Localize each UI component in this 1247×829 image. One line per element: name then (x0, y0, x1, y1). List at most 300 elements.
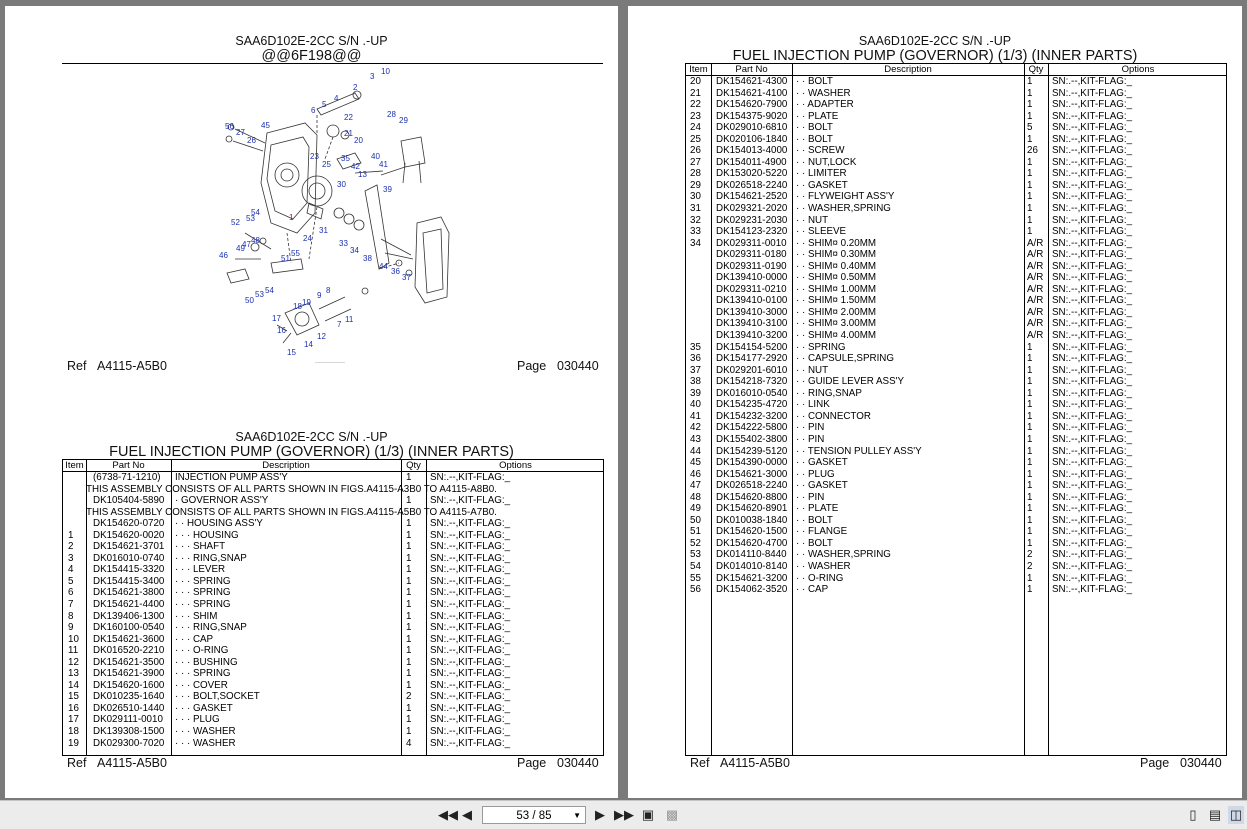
callout-label: 20 (354, 136, 363, 145)
callout-label: 48 (251, 236, 260, 245)
options-cell: SN:.--,KIT-FLAG:_ (430, 656, 511, 668)
qty-cell: A/R (1027, 306, 1044, 318)
item-cell: 5 (68, 575, 74, 587)
item-cell: 32 (690, 214, 701, 226)
description-cell: · · NUT,LOCK (796, 156, 857, 168)
options-cell: SN:.--,KIT-FLAG:_ (1052, 503, 1133, 515)
callout-label: 45 (261, 121, 270, 130)
options-cell: SN:.--,KIT-FLAG:_ (430, 679, 511, 691)
first-page-icon[interactable]: ◀◀ (438, 807, 458, 822)
description-cell: INJECTION PUMP ASS'Y (175, 472, 288, 483)
item-cell: 29 (690, 179, 701, 191)
table-row (686, 515, 1226, 527)
item-cell: 45 (690, 457, 701, 469)
col-item: Item (65, 460, 84, 471)
part-no-cell: DK029311-0010 (716, 237, 787, 249)
right-page-label: Page (1140, 756, 1170, 770)
table-row (686, 503, 1226, 515)
viewer-toolbar (0, 800, 1247, 829)
qty-cell: A/R (1027, 272, 1044, 284)
item-cell: 17 (68, 714, 79, 726)
table-note-row (63, 484, 603, 496)
next-page-icon[interactable]: ▶ (595, 807, 605, 822)
callout-label: 23 (310, 152, 319, 161)
qty-cell: 1 (1027, 433, 1033, 445)
table-row (686, 145, 1226, 157)
item-cell: 33 (690, 226, 701, 238)
description-cell: · · · WASHER (175, 737, 236, 749)
single-page-icon[interactable]: ▯ (1189, 807, 1197, 822)
qty-cell: 1 (1027, 376, 1033, 388)
options-cell: SN:.--,KIT-FLAG:_ (1052, 376, 1133, 388)
options-cell: SN:.--,KIT-FLAG:_ (1052, 226, 1133, 238)
table-note-row (63, 507, 603, 519)
col-options: Options (1121, 64, 1155, 75)
description-cell: · · SPRING (796, 341, 846, 353)
part-no-cell: DK154620-1600 (93, 679, 165, 691)
table-row (686, 215, 1226, 227)
options-cell: SN:.--,KIT-FLAG:_ (1052, 156, 1133, 168)
description-cell: · · · SPRING (175, 587, 231, 599)
description-cell: · · SHIM¤ 3.00MM (796, 318, 877, 330)
table-body (63, 472, 603, 749)
table-row (63, 518, 603, 530)
description-cell: · · BOLT (796, 76, 833, 87)
qty-cell: 1 (1027, 76, 1033, 87)
options-cell: SN:.--,KIT-FLAG:_ (1052, 399, 1133, 411)
item-cell: 12 (68, 656, 79, 668)
description-cell: · · PIN (796, 433, 825, 445)
description-cell: · · BOLT (796, 537, 833, 549)
description-cell: · · SHIM¤ 1.00MM (796, 283, 877, 295)
qty-cell: 1 (1027, 526, 1033, 538)
table-row (63, 576, 603, 588)
item-cell: 25 (690, 133, 701, 145)
item-cell: 46 (690, 468, 701, 480)
callout-label: 36 (391, 267, 400, 276)
callout-label: 19 (302, 298, 311, 307)
table-row (686, 261, 1226, 273)
part-no-cell: DK139406-1300 (93, 610, 165, 622)
description-cell: · · HOUSING ASS'Y (175, 518, 263, 530)
options-cell: SN:.--,KIT-FLAG:_ (430, 714, 511, 726)
right-title: FUEL INJECTION PUMP (GOVERNOR) (1/3) (INNER PARTS) (732, 48, 1138, 64)
options-cell: SN:.--,KIT-FLAG:_ (1052, 549, 1133, 561)
options-cell: SN:.--,KIT-FLAG:_ (430, 633, 511, 645)
part-no-cell: DK010235-1640 (93, 691, 165, 703)
parts-table-right (685, 63, 1227, 756)
table-row (63, 541, 603, 553)
col-options: Options (499, 460, 532, 471)
table-row (686, 434, 1226, 446)
description-cell: · · · SPRING (175, 599, 231, 611)
table-header (63, 460, 603, 472)
options-cell: SN:.--,KIT-FLAG:_ (1052, 237, 1133, 249)
description-cell: · · PLATE (796, 110, 839, 122)
part-no-cell: DK029231-2030 (716, 214, 788, 226)
part-no-cell: DK154621-3800 (93, 587, 165, 599)
callout-label: 37 (402, 273, 411, 282)
callout-label: 30 (337, 180, 346, 189)
part-no-cell: DK154621-3000 (716, 468, 788, 480)
part-no-cell: DK155402-3800 (716, 433, 788, 445)
item-cell: 23 (690, 110, 701, 122)
diagram-ref-value: A4115-A5B0 (97, 359, 167, 373)
options-cell: SN:.--,KIT-FLAG:_ (1052, 99, 1133, 111)
part-no-cell: DK154620-4700 (716, 537, 788, 549)
description-cell: · · LIMITER (796, 168, 847, 180)
fit-page-icon[interactable]: ▣ (641, 807, 655, 822)
item-cell: 42 (690, 422, 701, 434)
description-cell: · · FLYWEIGHT ASS'Y (796, 191, 895, 203)
options-cell: SN:.--,KIT-FLAG:_ (430, 645, 511, 657)
callout-label: 25 (322, 160, 331, 169)
item-cell: 40 (690, 399, 701, 411)
qty-cell: A/R (1027, 318, 1044, 330)
callout-label: 29 (399, 116, 408, 125)
part-no-cell: DK026510-1440 (93, 702, 165, 714)
qty-cell: 1 (1027, 99, 1033, 111)
qty-cell: 1 (1027, 503, 1033, 515)
callout-label: 27 (236, 128, 245, 137)
table-row (63, 634, 603, 646)
part-no-cell: DK154621-4400 (93, 599, 165, 611)
part-no-cell: DK016520-2210 (93, 645, 165, 657)
part-no-cell: DK139410-3200 (716, 330, 788, 342)
qty-cell: 1 (1027, 491, 1033, 503)
col-part-no: Part No (112, 460, 145, 471)
qty-cell: 1 (406, 645, 412, 657)
item-cell: 37 (690, 364, 701, 376)
right-pdf-page (628, 6, 1242, 798)
description-cell: · · TENSION PULLEY ASS'Y (796, 445, 922, 457)
part-no-cell: DK154621-3701 (93, 541, 165, 553)
qty-cell: 1 (1027, 468, 1033, 480)
table-header (686, 64, 1226, 76)
table-row (686, 561, 1226, 573)
callout-label: 54 (251, 208, 260, 217)
options-cell: SN:.--,KIT-FLAG:_ (1052, 410, 1133, 422)
col-description: Description (262, 460, 310, 471)
part-no-cell: DK154375-9020 (716, 110, 788, 122)
item-cell: 35 (690, 341, 701, 353)
options-cell: SN:.--,KIT-FLAG:_ (1052, 526, 1133, 538)
options-cell: SN:.--,KIT-FLAG:_ (430, 472, 511, 483)
callout-label: 31 (319, 226, 328, 235)
options-cell: SN:.--,KIT-FLAG:_ (430, 702, 511, 714)
col-qty: Qty (406, 460, 421, 471)
item-cell: 44 (690, 445, 701, 457)
description-cell: · · ADAPTER (796, 99, 854, 111)
part-no-cell: DK020106-1840 (716, 133, 788, 145)
description-cell: · · BOLT (796, 514, 833, 526)
col-description: Description (884, 64, 932, 75)
table-row (686, 295, 1226, 307)
item-cell: 14 (68, 679, 79, 691)
qty-cell: 1 (1027, 110, 1033, 122)
options-cell: SN:.--,KIT-FLAG:_ (1052, 584, 1133, 596)
options-cell: SN:.--,KIT-FLAG:_ (1052, 145, 1133, 157)
callout-label: 4 (334, 94, 339, 103)
diagram-ref-label: Ref (67, 359, 87, 373)
table-row (63, 564, 603, 576)
options-cell: SN:.--,KIT-FLAG:_ (1052, 87, 1133, 99)
item-cell: 1 (68, 529, 74, 541)
qty-cell: 1 (1027, 87, 1033, 99)
options-cell: SN:.--,KIT-FLAG:_ (1052, 457, 1133, 469)
callout-label: 14 (304, 340, 313, 349)
item-cell: 53 (690, 549, 701, 561)
callout-label: 47 (242, 240, 251, 249)
table-row (686, 99, 1226, 111)
fit-width-icon[interactable]: ▩ (665, 807, 679, 822)
callout-label: 18 (293, 302, 302, 311)
options-cell: SN:.--,KIT-FLAG:_ (1052, 260, 1133, 272)
item-cell: 10 (68, 633, 79, 645)
part-no-cell: DK154620-1500 (716, 526, 788, 538)
options-cell: SN:.--,KIT-FLAG:_ (430, 495, 511, 507)
qty-cell: 1 (1027, 410, 1033, 422)
callout-label: 50 (245, 296, 254, 305)
part-no-cell: DK014010-8140 (716, 560, 788, 572)
options-cell: SN:.--,KIT-FLAG:_ (430, 726, 511, 738)
callout-label: 21 (344, 129, 353, 138)
part-no-cell: DK154621-4300 (716, 76, 788, 87)
qty-cell: 1 (1027, 572, 1033, 584)
table-row (686, 284, 1226, 296)
table-row (686, 180, 1226, 192)
item-cell: 20 (690, 76, 701, 87)
callout-label: 8 (326, 286, 331, 295)
part-no-cell: DK029111-0010 (93, 714, 163, 726)
table-row (686, 134, 1226, 146)
table-row (686, 111, 1226, 123)
callout-label: 41 (379, 160, 388, 169)
qty-cell: A/R (1027, 237, 1044, 249)
description-cell: · · · BUSHING (175, 656, 238, 668)
options-cell: SN:.--,KIT-FLAG:_ (1052, 572, 1133, 584)
description-cell: · · · BOLT,SOCKET (175, 691, 260, 703)
part-no-cell: DK026518-2240 (716, 179, 788, 191)
part-no-cell: DK154235-4720 (716, 399, 788, 411)
prev-page-icon[interactable]: ◀ (462, 807, 472, 822)
options-cell: SN:.--,KIT-FLAG:_ (1052, 179, 1133, 191)
item-cell: 49 (690, 503, 701, 515)
item-cell: 6 (68, 587, 74, 599)
options-cell: SN:.--,KIT-FLAG:_ (430, 691, 511, 703)
item-cell: 26 (690, 145, 701, 157)
item-cell: 38 (690, 376, 701, 388)
diagram-page-label: Page (517, 359, 547, 373)
table-body (686, 76, 1226, 596)
part-no-cell: DK154621-2520 (716, 191, 788, 203)
callout-label: 51 (281, 254, 290, 263)
two-page-icon[interactable]: ◫ (1229, 807, 1243, 822)
description-cell: · · WASHER (796, 560, 851, 572)
part-no-cell: DK154621-3500 (93, 656, 165, 668)
table-row (63, 472, 603, 484)
description-cell: · · · GASKET (175, 702, 233, 714)
qty-cell: 1 (1027, 179, 1033, 191)
description-cell: · GOVERNOR ASS'Y (175, 495, 269, 507)
qty-cell: A/R (1027, 249, 1044, 261)
table-row (686, 272, 1226, 284)
options-cell: SN:.--,KIT-FLAG:_ (1052, 122, 1133, 134)
table-row (686, 238, 1226, 250)
table-row (686, 249, 1226, 261)
qty-cell: 1 (406, 529, 412, 541)
diagram-code: @@6F198@@ (261, 48, 362, 64)
callout-label: 12 (317, 332, 326, 341)
table-row (686, 88, 1226, 100)
callout-label: 9 (317, 291, 322, 300)
part-no-cell: DK105404-5890 (93, 495, 165, 507)
part-no-cell: DK139410-3000 (716, 306, 788, 318)
item-cell: 3 (68, 552, 74, 564)
qty-cell: 1 (1027, 133, 1033, 145)
table-row (63, 611, 603, 623)
callout-label: 55 (291, 249, 300, 258)
description-cell: · · WASHER,SPRING (796, 549, 891, 561)
qty-cell: 1 (1027, 584, 1033, 596)
options-cell: SN:.--,KIT-FLAG:_ (1052, 76, 1133, 87)
item-cell: 30 (690, 191, 701, 203)
qty-cell: 1 (1027, 214, 1033, 226)
table-row (686, 353, 1226, 365)
callout-label: 54 (265, 286, 274, 295)
callout-label: 28 (387, 110, 396, 119)
table-row (686, 122, 1226, 134)
options-cell: SN:.--,KIT-FLAG:_ (430, 518, 511, 530)
item-cell: 2 (68, 541, 74, 553)
parts-table-left (62, 459, 604, 756)
diagram-page-value: 030440 (557, 359, 599, 373)
table-row (63, 553, 603, 565)
table-model-heading: SAA6D102E-2CC S/N .-UP (235, 430, 388, 444)
description-cell: · · · RING,SNAP (175, 552, 247, 564)
description-cell: · · SHIM¤ 1.50MM (796, 295, 877, 307)
part-no-cell: DK160100-0540 (93, 622, 165, 634)
callout-label: 6 (311, 106, 316, 115)
part-no-cell: DK154239-5120 (716, 445, 788, 457)
qty-cell: 1 (1027, 537, 1033, 549)
options-cell: SN:.--,KIT-FLAG:_ (1052, 364, 1133, 376)
qty-cell: 1 (406, 472, 412, 483)
qty-cell: 2 (1027, 560, 1033, 572)
callout-label: 33 (339, 239, 348, 248)
description-cell: · · SHIM¤ 0.20MM (796, 237, 877, 249)
table-row (686, 157, 1226, 169)
table-row (63, 703, 603, 715)
description-cell: · · · PLUG (175, 714, 220, 726)
part-no-cell: DK154154-5200 (716, 341, 788, 353)
callout-label: 1 (289, 213, 294, 222)
qty-cell: 1 (406, 552, 412, 564)
right-page-value: 030440 (1180, 756, 1222, 770)
qty-cell: 1 (1027, 341, 1033, 353)
options-cell: SN:.--,KIT-FLAG:_ (1052, 387, 1133, 399)
callout-label: 5 (322, 100, 327, 109)
page-indicator: 53 / 85 (516, 810, 552, 822)
continuous-icon[interactable]: ▤ (1208, 807, 1222, 822)
item-cell: 27 (690, 156, 701, 168)
qty-cell: 1 (1027, 457, 1033, 469)
table-row (686, 573, 1226, 585)
description-cell: · · SHIM¤ 2.00MM (796, 306, 877, 318)
item-cell: 21 (690, 87, 701, 99)
qty-cell: 2 (1027, 549, 1033, 561)
table-row (686, 318, 1226, 330)
table-row (686, 168, 1226, 180)
table-row (63, 599, 603, 611)
part-no-cell: DK026518-2240 (716, 480, 788, 492)
description-cell: · · SHIM¤ 4.00MM (796, 330, 877, 342)
page-number-select[interactable] (482, 806, 586, 824)
item-cell: 50 (690, 514, 701, 526)
description-cell: · · · O-RING (175, 645, 229, 657)
part-no-cell: DK154620-7900 (716, 99, 788, 111)
table-row (686, 549, 1226, 561)
table-row (686, 584, 1226, 596)
part-no-cell: DK154620-8901 (716, 503, 788, 515)
part-no-cell: DK154232-3200 (716, 410, 788, 422)
item-cell: 18 (68, 726, 79, 738)
last-page-icon[interactable]: ▶▶ (614, 807, 634, 822)
part-no-cell: DK154620-0020 (93, 529, 165, 541)
table-row (686, 492, 1226, 504)
item-cell: 39 (690, 387, 701, 399)
qty-cell: 1 (1027, 514, 1033, 526)
description-cell: · · WASHER (796, 87, 851, 99)
table-row (686, 342, 1226, 354)
assembly-note: THIS ASSEMBLY CONSISTS OF ALL PARTS SHOWN IN FIGS.A4115-A3B0 TO A4115-A8B0. (86, 483, 497, 495)
table-page-label: Page (517, 756, 547, 770)
options-cell: SN:.--,KIT-FLAG:_ (1052, 353, 1133, 365)
table-row (686, 411, 1226, 423)
table-row (63, 668, 603, 680)
options-cell: SN:.--,KIT-FLAG:_ (1052, 514, 1133, 526)
assembly-note: THIS ASSEMBLY CONSISTS OF ALL PARTS SHOWN IN FIGS.A4115-A5B0 TO A4115-A7B0. (86, 506, 497, 518)
description-cell: · · O-RING (796, 572, 844, 584)
table-row (686, 330, 1226, 342)
qty-cell: 1 (406, 633, 412, 645)
table-row (686, 399, 1226, 411)
part-no-cell: DK139410-0000 (716, 272, 788, 284)
options-cell: SN:.--,KIT-FLAG:_ (1052, 283, 1133, 295)
table-row (686, 538, 1226, 550)
description-cell: · · · SPRING (175, 575, 231, 587)
item-cell: 41 (690, 410, 701, 422)
description-cell: · · · SPRING (175, 668, 231, 680)
part-no-cell: DK154621-3600 (93, 633, 165, 645)
options-cell: SN:.--,KIT-FLAG:_ (430, 575, 511, 587)
item-cell: 13 (68, 668, 79, 680)
callout-label: 38 (363, 254, 372, 263)
qty-cell: 1 (1027, 422, 1033, 434)
callout-label: 35 (341, 154, 350, 163)
callout-label: 53 (255, 290, 264, 299)
description-cell: · · SCREW (796, 145, 845, 157)
table-row (63, 680, 603, 692)
part-no-cell: DK029311-0190 (716, 260, 787, 272)
description-cell: · · GASKET (796, 480, 848, 492)
options-cell: SN:.--,KIT-FLAG:_ (1052, 330, 1133, 342)
right-ref-value: A4115-A5B0 (720, 756, 790, 770)
qty-cell: 1 (406, 622, 412, 634)
part-no-cell: DK154177-2920 (716, 353, 788, 365)
right-ref-label: Ref (690, 756, 710, 770)
part-no-cell: DK154218-7320 (716, 376, 788, 388)
